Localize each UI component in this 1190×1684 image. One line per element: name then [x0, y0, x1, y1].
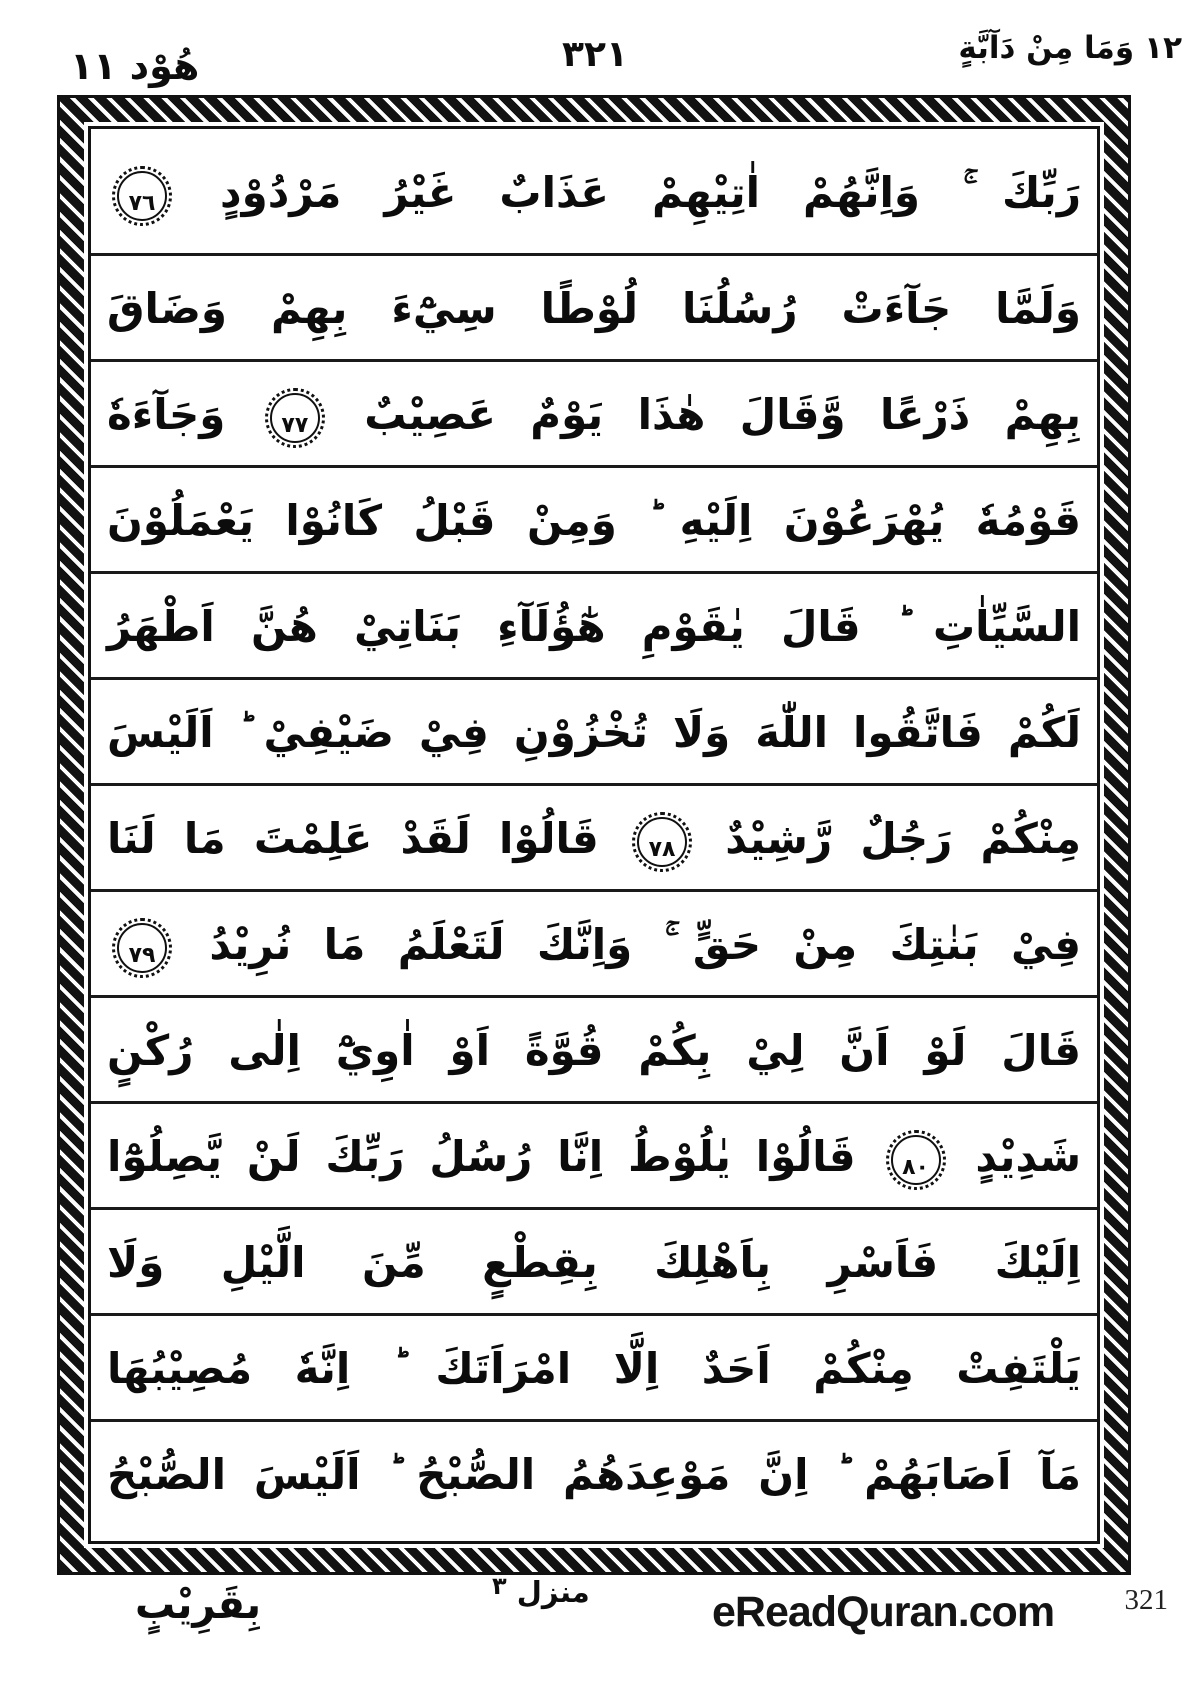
ayah-text: قَالُوْا لَقَدْ عَلِمْتَ مَا لَنَا [107, 814, 599, 863]
quran-line [91, 362, 1097, 468]
quran-line [91, 129, 1097, 256]
catchword: بِقَرِيْبٍ [135, 1582, 262, 1628]
ayah-number: ٨٠ [902, 1154, 929, 1180]
ayah-text: قَوْمُهٗ يُهْرَعُوْنَ اِلَيْهِ ؕ وَمِنْ قَبْلُ كَانُوْا يَعْمَلُوْنَ [107, 496, 1081, 545]
manzil-label [492, 1572, 590, 1609]
quran-line [91, 1422, 1097, 1528]
juz-name: وَمَا مِنْ دَآبَّةٍ [958, 30, 1135, 66]
ornamental-frame [60, 98, 1128, 1572]
juz-header [958, 30, 1182, 66]
ayah-text: السَّيِّاٰتِ ؕ قَالَ يٰقَوْمِ هٰٓؤُلَآءِ بَنَاتِيْ هُنَّ اَطْهَرُ [107, 602, 1081, 651]
ayah-text: شَدِيْدٍ [975, 1132, 1082, 1181]
juz-number: ١٢ [1144, 30, 1182, 66]
page-number: 321 [1124, 1584, 1168, 1616]
ayah-end-marker [270, 393, 320, 443]
ayah-text: وَجَآءَهٗ [107, 390, 226, 439]
quran-line [91, 998, 1097, 1104]
ayah-text: وَلَمَّا جَآءَتْ رُسُلُنَا لُوْطًا سِيْٓءَ بِهِمْ وَضَاقَ [107, 284, 1081, 333]
manzil-text: منزل [516, 1574, 590, 1609]
ayah-text: قَالُوْا يٰلُوْطُ اِنَّا رُسُلُ رَبِّكَ لَنْ يَّصِلُوْٓا [107, 1132, 856, 1181]
ayah-text: اِلَيْكَ فَاَسْرِ بِاَهْلِكَ بِقِطْعٍ مِّنَ الَّيْلِ وَلَا [107, 1238, 1081, 1287]
quran-line [91, 256, 1097, 362]
ayah-text: قَالَ لَوْ اَنَّ لِيْ بِكُمْ قُوَّةً اَوْ اٰوِيْٓ اِلٰى رُكْنٍ [107, 1026, 1081, 1075]
ayah-number: ٧٦ [128, 190, 156, 216]
ayah-text: مِنْكُمْ رَجُلٌ رَّشِيْدٌ [725, 814, 1082, 863]
ayah-end-marker [117, 923, 167, 973]
watermark: eReadQuran.com [712, 1588, 1055, 1636]
quran-line [91, 786, 1097, 892]
ayah-end-marker [891, 1135, 941, 1185]
surah-title: هُوْد ١١ [70, 44, 200, 88]
quran-line [91, 574, 1097, 680]
ayah-text: لَكُمْ فَاتَّقُوا اللّٰهَ وَلَا تُخْزُوْنِ فِيْ ضَيْفِيْ ؕ اَلَيْسَ [107, 708, 1081, 757]
quran-line [91, 1104, 1097, 1210]
page-number-arabic: ٣٢١ [562, 34, 628, 75]
quran-line [91, 468, 1097, 574]
ayah-text: مَآ اَصَابَهُمْ ؕ اِنَّ مَوْعِدَهُمُ الصُّبْحُ ؕ اَلَيْسَ الصُّبْحُ [107, 1450, 1081, 1499]
ayah-number: ٧٩ [128, 942, 156, 968]
quran-line [91, 1210, 1097, 1316]
quran-line [91, 1316, 1097, 1422]
lines-container [88, 126, 1100, 1544]
ayah-number: ٧٧ [281, 412, 309, 438]
ayah-text: فِيْ بَنٰتِكَ مِنْ حَقٍّ ۚ وَاِنَّكَ لَتَعْلَمُ مَا نُرِيْدُ [209, 920, 1082, 969]
ayah-number: ٧٨ [648, 836, 676, 862]
quran-line [91, 680, 1097, 786]
manzil-number: ٣ [492, 1572, 507, 1600]
ayah-end-marker [637, 817, 687, 867]
ayah-text: بِهِمْ ذَرْعًا وَّقَالَ هٰذَا يَوْمٌ عَصِيْبٌ [364, 390, 1082, 439]
ayah-text: رَبِّكَ ۚ وَاِنَّهُمْ اٰتِيْهِمْ عَذَابٌ غَيْرُ مَرْدُوْدٍ [220, 168, 1082, 217]
ayah-text: يَلْتَفِتْ مِنْكُمْ اَحَدٌ اِلَّا امْرَاَتَكَ ؕ اِنَّهٗ مُصِيْبُهَا [107, 1344, 1081, 1393]
quran-line [91, 892, 1097, 998]
ayah-end-marker [117, 171, 167, 221]
